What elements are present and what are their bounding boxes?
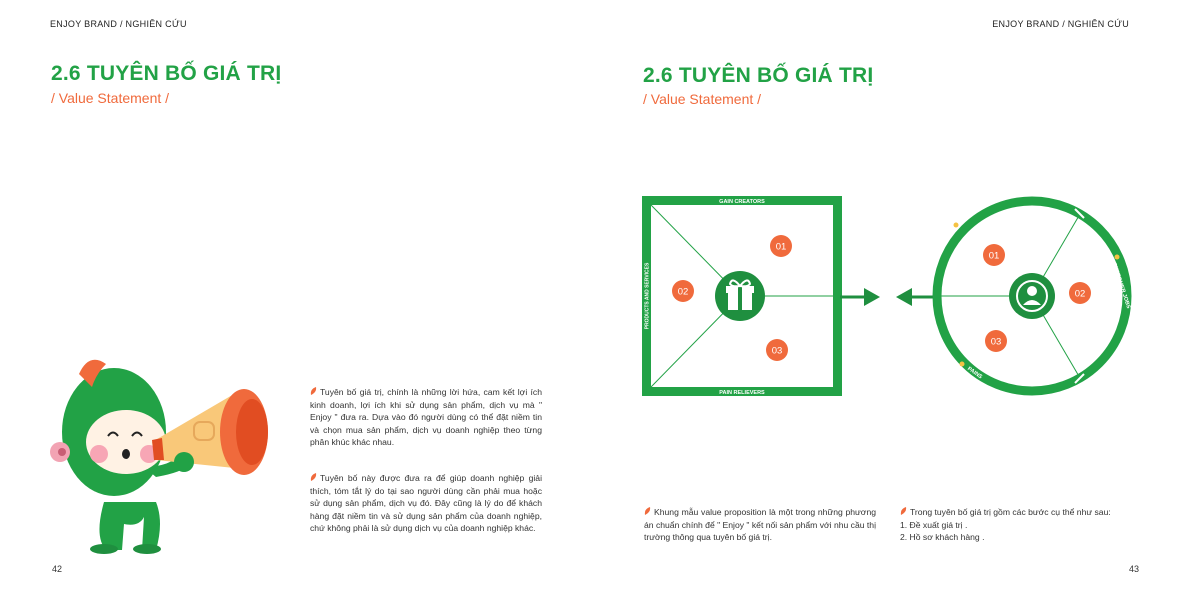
page-title: 2.6 TUYÊN BỐ GIÁ TRỊ [51,62,282,85]
framework-paragraph [644,506,876,544]
value-map-badge: 03 [771,345,783,357]
arrow-left-icon [896,288,912,306]
gift-icon [726,280,754,310]
value-map-badge: 01 [775,241,787,253]
steps-paragraph [900,506,1145,544]
page-number: 43 [1128,564,1139,574]
left-page [0,0,591,591]
intro-paragraph [310,386,542,449]
customer-jobs-label: CUSTOMER JOBS [1110,261,1132,310]
paragraph-text: Tuyên bố giá trị, chính là những lời hứa, cam kết lợi ích kinh doanh, lợi ích khi sử dụng sản phẩm, dịch vụ mà " Enjoy " đưa ra. Dựa vào đó người dùng có thể đặt niềm tin và chọn mua sản phẩm, dịch vụ doanh nghiệp theo từng phân khúc khác nhau. [310,387,542,447]
customer-badge: 02 [1074,288,1086,300]
products-services-label: PRODUCTS AND SERVICES [644,262,651,330]
page-title: 2.6 TUYÊN BỐ GIÁ TRỊ [643,64,874,87]
arrow-right-icon [864,288,880,306]
paragraph-text: Trong tuyên bố giá trị gồm các bước cụ thể như sau: [910,507,1111,517]
gains-label: GAINS [960,207,979,223]
explanation-paragraph [310,472,542,535]
pains-label: PAINS [966,366,984,381]
customer-profile-diagram [932,196,1132,396]
gain-creators-label: GAIN CREATORS [719,199,765,205]
customer-badge: 01 [988,250,1000,262]
paragraph-text: Tuyên bố này được đưa ra để giúp doanh nghiệp giải thích, tóm tắt lý do tại sao người dùng cần phải mua hoặc sử dụng sản phẩm, dịch vụ đó. Đây cũng là lý do để khách hàng đặt niềm tin và sử dụng sản phẩm của doanh nghiệp, chứ không phải là sử dụng dịch vụ của doanh nghiệp khác. [310,473,542,533]
page-number: 42 [52,564,63,574]
page-header: ENJOY BRAND / NGHIÊN CỨU [992,19,1129,29]
list-item: 2. Hồ sơ khách hàng . [900,532,985,542]
page-subtitle: / Value Statement / [643,91,762,107]
list-item: 1. Đề xuất giá trị . [900,519,968,530]
value-map-diagram [642,196,842,396]
fit-arrows [838,285,938,309]
right-page [592,0,1183,591]
mascot-megaphone-illustration [44,352,294,557]
leaf-bullet-icon [310,472,318,482]
customer-badge: 03 [990,336,1002,348]
value-map-badge: 02 [677,286,689,298]
paragraph-text: Khung mẫu value proposition là một trong những phương án chuẩn chính để " Enjoy " kết nối sản phẩm với nhu cầu thị trường thông qua tuyên bố giá trị. [644,507,876,542]
page-subtitle: / Value Statement / [51,90,170,106]
pain-relievers-label: PAIN RELIEVERS [719,390,765,396]
mascot-body [99,502,160,550]
leaf-bullet-icon [644,506,652,516]
page-header: ENJOY BRAND / NGHIÊN CỨU [50,19,187,29]
leaf-bullet-icon [310,386,318,396]
leaf-bullet-icon [900,506,908,516]
